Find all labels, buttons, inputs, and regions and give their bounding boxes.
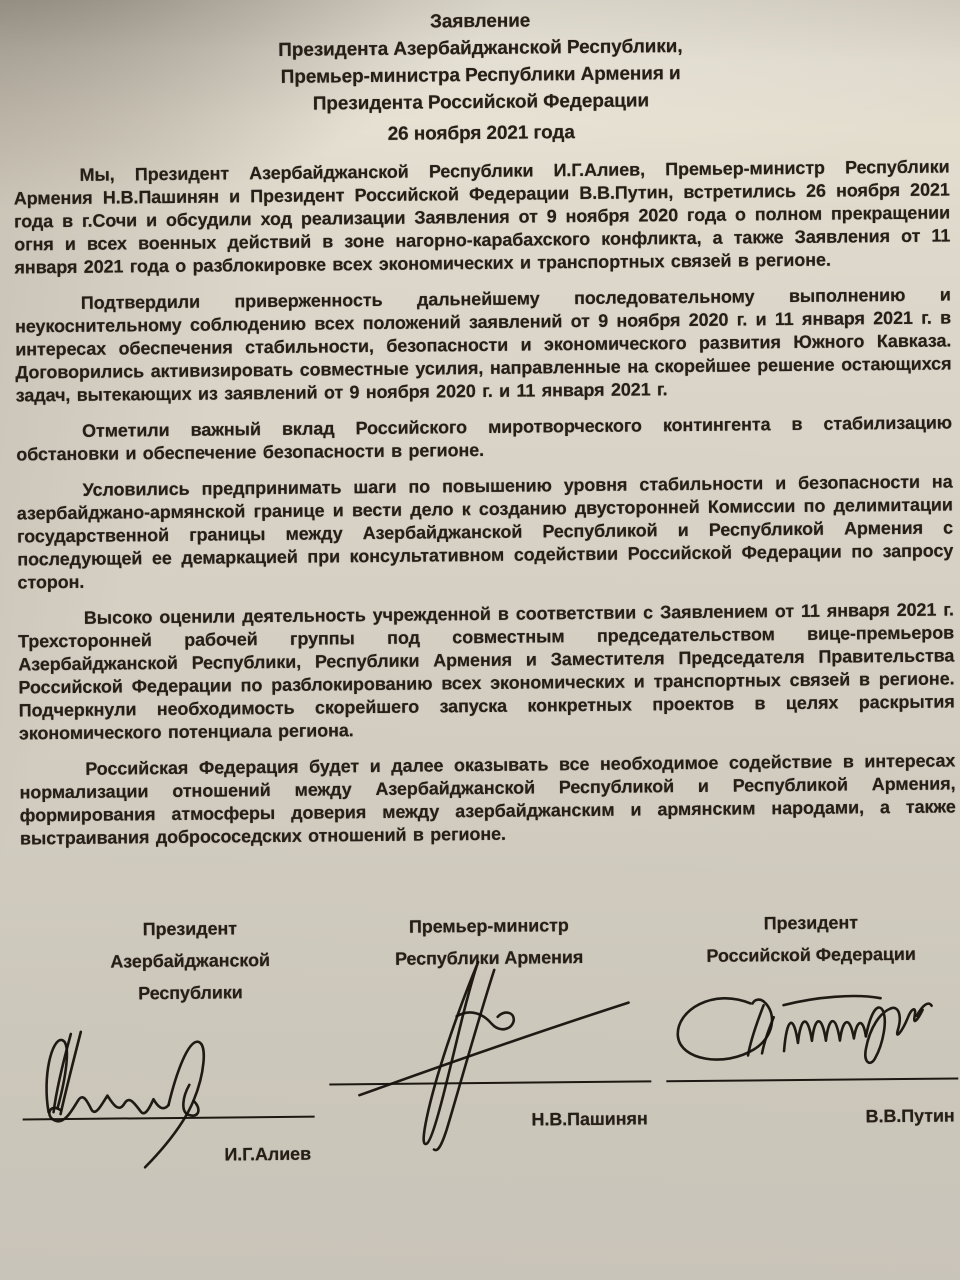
paragraph-3: Отметили важный вклад Российского миротворческого контингента в стабилизацию обстановки и обеспечение безопасности в регионе.	[16, 412, 953, 465]
statement-document	[12, 4, 959, 1168]
signatory-title-line: Азербайджанской Республики	[110, 950, 270, 1004]
signature-area-azerbaijan	[22, 1008, 315, 1121]
signatory-title-line: Президент	[763, 912, 858, 934]
paragraph-6: Российская Федерация будет и далее оказывать все необходимое содействие в интересах нормализации отношений между Азербайджанской Республикой и Республикой Армения, формирования атмосферы доверия между азербайджанским и армянским народами, а также выстраивания добрососедских отношений в регионе.	[19, 750, 956, 849]
signatory-armenia	[328, 908, 652, 1164]
title-line-2: Президента Азербайджанской Республики,	[278, 36, 683, 61]
paragraph-5: Высоко оценили деятельность учрежденной в соответствии с Заявлением от 11 января 2021 г. Трехсторонней рабочей группы под совместным председательством вице-премьеров Азербайджанской Республики, Республики Армения и Заместителя Председателя Правительства Российской Федерации по разблокированию всех экономических и транспортных связей в регионе. Подчеркнули необходимость скорейшего запуска конкретных проектов в целях раскрытия экономического потенциала региона.	[17, 599, 955, 744]
pashinyan-signature	[328, 942, 652, 1155]
aliyev-signature	[32, 1010, 274, 1172]
signatory-azerbaijan-title	[21, 912, 314, 1011]
signature-area-russia	[665, 969, 958, 1082]
title-line-1: Заявление	[429, 10, 531, 33]
signatory-name-putin: В.В.Путин	[865, 1105, 955, 1127]
paragraph-4: Условились предпринимать шаги по повышению уровня стабильности и безопасности на азербайджано-армянской границе и вести дело к созданию двусторонней Комиссии по делимитации государственной границы между Азербайджанской Республикой и Республикой Армения с последующей ее демаркацией при консультативном содействии Российской Федерации по запросу сторон.	[16, 471, 954, 593]
signatory-name-aliyev: И.Г.Алиев	[224, 1143, 312, 1165]
signatory-name-pashinyan: Н.В.Пашинян	[531, 1108, 648, 1130]
signatory-azerbaijan	[21, 912, 315, 1168]
signatory-title-line: Республики Армения	[394, 947, 584, 969]
signatory-title-line: Российской Федерации	[706, 943, 916, 966]
paragraph-2: Подтвердили приверженность дальнейшему последовательному выполнению и неукоснительному соблюдению всех положений заявлений от 9 ноября 2020 г. и 11 января 2021 г. в интересах обеспечения стабильности, безопасности и экономического развития Южного Кавказа. Договорились активизировать совместные усилия, направленные на скорейшее решение остающихся задач, вытекающих из заявлений от 9 ноября 2020 г. и 11 января 2021 г.	[14, 284, 952, 406]
signatory-title-line: Президент	[142, 918, 238, 940]
paragraph-1: Мы, Президент Азербайджанской Республики И.Г.Алиев, Премьер-министр Республики Армения Н.В.Пашинян и Президент Российской Федерации В.В.Путин, встретились 26 ноября 2021 года в г.Сочи и обсудили ход реализации Заявления от 9 ноября 2020 года о полном прекращении огня и всех военных действий в зоне нагорно-карабахского конфликта, а также Заявления от 11 января 2021 года о разблокировке всех экономических и транспортных связей в регионе.	[13, 156, 951, 278]
signature-area-armenia	[328, 972, 651, 1085]
document-date: 26 ноября 2021 года	[387, 122, 575, 145]
signatory-russia	[665, 905, 959, 1161]
signatory-title-line: Премьер-министр	[408, 915, 569, 937]
title-line-4: Президента Российской Федерации	[312, 90, 650, 115]
document-title	[12, 4, 949, 121]
putin-signature	[665, 959, 958, 1112]
title-line-3: Премьер-министра Республики Армения и	[280, 63, 681, 88]
signature-block	[21, 905, 959, 1167]
